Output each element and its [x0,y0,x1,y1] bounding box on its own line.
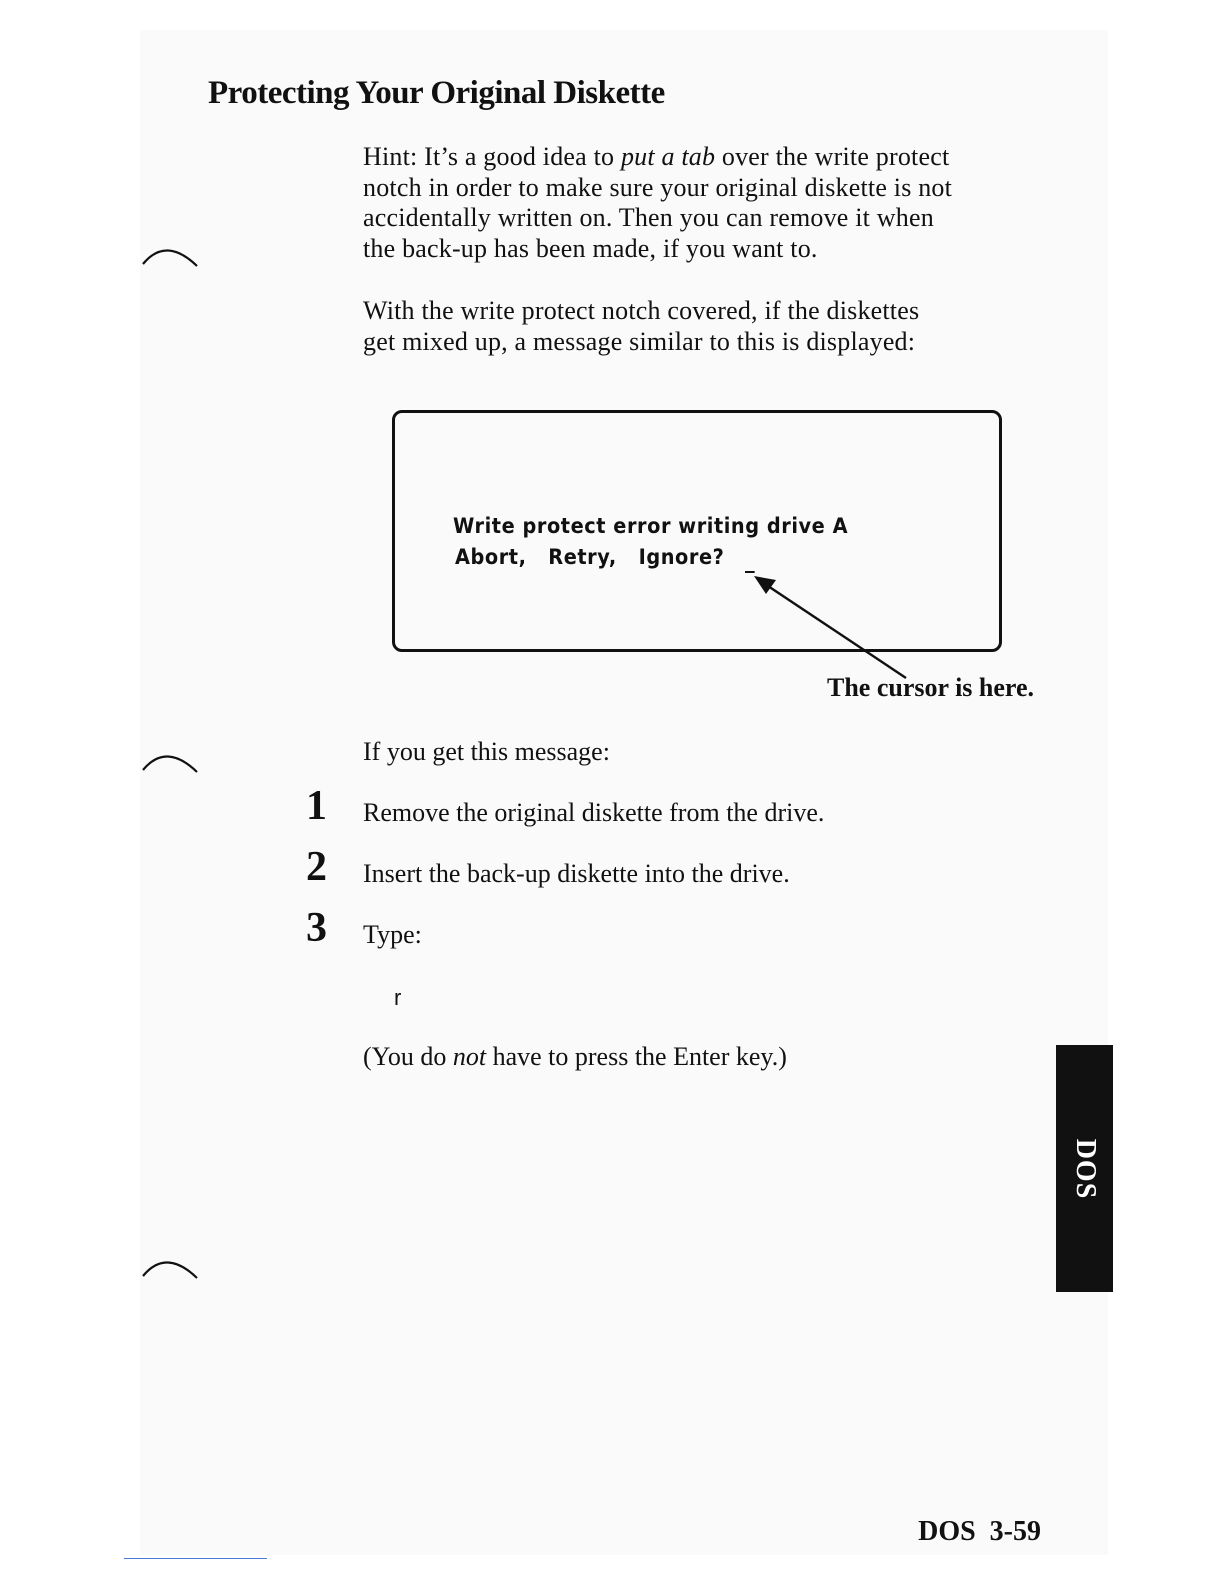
note-emphasis: not [452,1042,487,1071]
margin-arc-mark [140,240,200,270]
mixed-up-paragraph [363,296,919,357]
step-text: Remove the original diskette from the drive. [363,798,825,827]
footer-section: DOS [918,1516,976,1547]
footer-page-number: 3-59 [989,1516,1041,1547]
hint-text: Hint: It’s a good idea to [363,142,621,171]
screen-prompt-line: Abort, Retry, Ignore? [455,545,725,569]
screen-cursor: _ [745,549,756,573]
paragraph-line: With the write protect notch covered, if the diskettes [363,296,920,325]
step-number: 2 [306,844,327,890]
section-tab [1056,1045,1113,1292]
step-number: 1 [306,783,327,829]
section-tab-label: DOS [1069,1138,1101,1199]
typed-key: r [394,985,402,1010]
page-footer [918,1514,1041,1550]
step-number: 3 [306,905,327,951]
steps-intro: If you get this message: [363,737,610,766]
hint-line: the back-up has been made, if you want to. [363,233,818,263]
hint-paragraph [363,142,952,264]
note-text: (You do [363,1042,453,1071]
page-title: Protecting Your Original Diskette [208,75,665,111]
hint-text: over the write protect [715,142,950,171]
step-text: Type: [363,920,422,949]
bottom-rule [124,1558,267,1559]
cursor-callout-label: The cursor is here. [827,673,1035,702]
enter-key-note [363,1041,787,1073]
step-text: Insert the back-up diskette into the drive. [363,859,790,888]
hint-line [363,142,952,173]
note-text: have to press the Enter key.) [486,1042,787,1071]
margin-arc-mark [140,746,200,776]
hint-line: notch in order to make sure your original diskette is not [363,172,953,202]
hint-line: accidentally written on. Then you can remove it when [363,203,934,232]
screen-message-line: Write protect error writing drive A [453,514,849,538]
hint-emphasis: put a tab [620,142,716,171]
paragraph-line: get mixed up, a message similar to this is displayed: [363,326,916,356]
margin-arc-mark [140,1252,200,1282]
